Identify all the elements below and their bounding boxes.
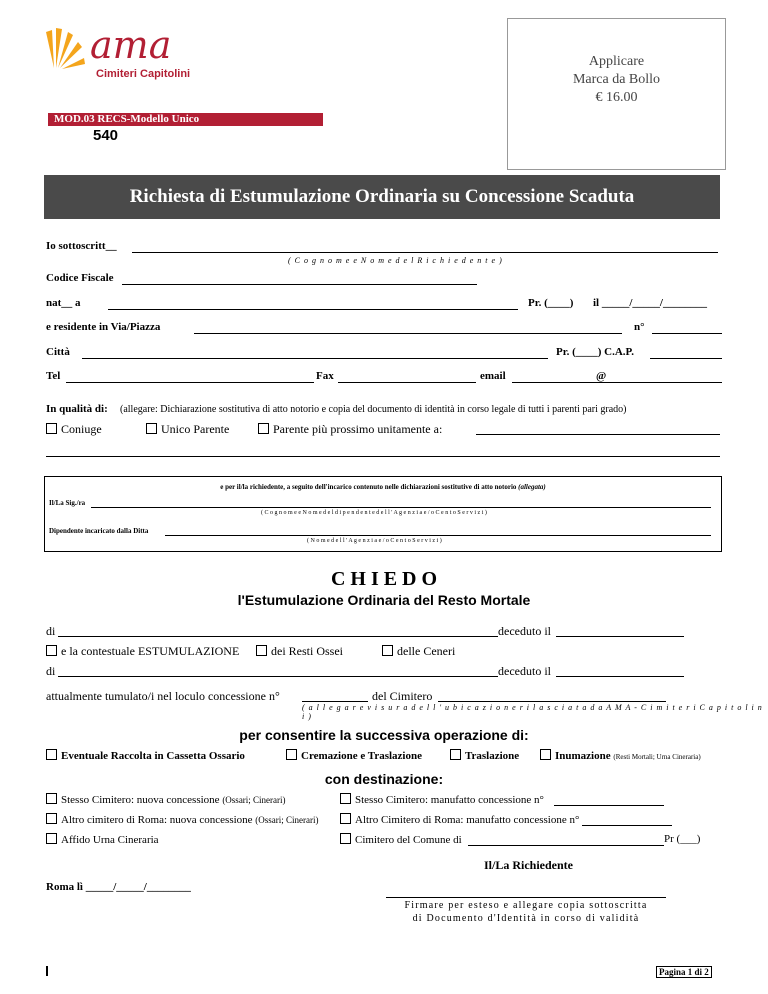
citta-pr-cap: Pr. (____) C.A.P. bbox=[556, 346, 635, 358]
resto-di-field[interactable] bbox=[58, 636, 498, 637]
stamp-box bbox=[507, 18, 726, 170]
page-number: Pagina 1 di 2 bbox=[656, 966, 712, 978]
dest-altro-manufatto-field[interactable] bbox=[582, 825, 672, 826]
checkbox-icon bbox=[46, 793, 57, 804]
checkbox-icon bbox=[46, 833, 57, 844]
cimitero-label: del Cimitero bbox=[372, 689, 433, 703]
option-raccolta[interactable]: Eventuale Raccolta in Cassetta Ossario bbox=[46, 749, 245, 762]
sun-rays-icon bbox=[42, 28, 86, 72]
roma-date: Roma lì _____/_____/________ bbox=[46, 881, 191, 893]
ama-logo bbox=[42, 24, 202, 94]
agency-dip-field[interactable] bbox=[165, 535, 711, 536]
checkbox-icon bbox=[256, 645, 267, 656]
agency-dip-label: Dipendente incaricato dalla Ditta bbox=[49, 527, 149, 535]
firma-note-2: di Documento d'Identità in corso di validità bbox=[412, 913, 640, 924]
tel-label: Tel bbox=[46, 370, 61, 382]
nato-field[interactable] bbox=[108, 309, 518, 310]
checkbox-icon bbox=[258, 423, 269, 434]
parente-field[interactable] bbox=[476, 434, 720, 435]
dest-stesso-manufatto[interactable]: Stesso Cimitero: manufatto concessione n° bbox=[340, 793, 544, 806]
checkbox-icon bbox=[540, 749, 551, 760]
page-margin-mark bbox=[46, 966, 48, 976]
checkbox-icon bbox=[46, 813, 57, 824]
option-coniuge[interactable]: Coniuge bbox=[46, 422, 102, 437]
checkbox-icon bbox=[46, 423, 57, 434]
option-ceneri[interactable]: delle Ceneri bbox=[382, 644, 455, 659]
checkbox-icon bbox=[340, 813, 351, 824]
agency-sig-field[interactable] bbox=[91, 507, 711, 508]
nato-label: nat__ a bbox=[46, 297, 81, 309]
dest-comune-pr: Pr (___) bbox=[664, 833, 701, 845]
agency-sig-hint: ( C o g n o m e e N o m e d e l d i p e n d e n t e d e l l ' A g e n z i a e / o C e n t o S e r v i z i ) bbox=[261, 510, 487, 516]
tumulato-hint: ( a l l e g a r e v i s u r a d e l l ' u b i c a z i o n e r i l a s c i a t a d a A M A - C i m i t e r i C a p i t o l i n i ) bbox=[302, 703, 763, 721]
citta-label: Città bbox=[46, 346, 70, 358]
option-unico-parente[interactable]: Unico Parente bbox=[146, 422, 229, 437]
stamp-line-2: Marca da Bollo bbox=[572, 72, 661, 87]
stamp-line-3: € 16.00 bbox=[595, 90, 638, 105]
cimitero-field[interactable] bbox=[438, 701, 666, 702]
dest-comune[interactable]: Cimitero del Comune di bbox=[340, 833, 462, 846]
resto-di-label: di bbox=[46, 624, 56, 638]
checkbox-icon bbox=[46, 749, 57, 760]
tel-field[interactable] bbox=[66, 382, 314, 383]
agency-dip-hint: ( N o m e d e l l ' A g e n z i a e / o C e n t o S e r v i z i ) bbox=[307, 538, 442, 544]
destinazione-title: con destinazione: bbox=[324, 771, 444, 787]
residente-label: e residente in Via/Piazza bbox=[46, 321, 161, 333]
codice-fiscale-field[interactable] bbox=[122, 284, 477, 285]
fax-label: Fax bbox=[316, 370, 334, 382]
qualita-label: In qualità di: bbox=[46, 403, 108, 415]
resto-di-field-2[interactable] bbox=[58, 676, 498, 677]
numero-label: n° bbox=[634, 321, 645, 333]
dest-altro-nuova[interactable]: Altro cimitero di Roma: nuova concessione (Ossari; Cinerari) bbox=[46, 813, 319, 826]
dest-affido[interactable]: Affido Urna Cineraria bbox=[46, 833, 159, 846]
qualita-note: (allegare: Dichiarazione sostitutiva di atto notorio e copia del documento di identità in corso legale di tutti i parenti pari grado) bbox=[120, 404, 627, 415]
option-traslazione[interactable]: Traslazione bbox=[450, 749, 519, 762]
brand-subtitle: Cimiteri Capitolini bbox=[96, 68, 191, 80]
dest-stesso-manufatto-field[interactable] bbox=[554, 805, 664, 806]
parente-field-2[interactable] bbox=[46, 456, 720, 457]
option-resti-ossei[interactable]: dei Resti Ossei bbox=[256, 644, 343, 659]
residente-field[interactable] bbox=[194, 333, 622, 334]
fax-field[interactable] bbox=[338, 382, 476, 383]
form-code: MOD.03 RECS-Modello Unico bbox=[48, 113, 323, 126]
checkbox-icon bbox=[46, 645, 57, 656]
signature-field[interactable] bbox=[386, 897, 666, 898]
firma-note-1: Firmare per esteso e allegare copia sottoscritta bbox=[404, 900, 648, 911]
resto-deceduto-label-2: deceduto il bbox=[498, 664, 551, 678]
email-field[interactable] bbox=[512, 382, 722, 383]
email-at: @ bbox=[596, 370, 607, 382]
agency-intro: e per il/la richiedente, a seguito dell'incarico contenuto nelle dichiarazioni sostitutive di atto notorio (allegata) bbox=[220, 483, 546, 491]
agency-sig-label: Il/La Sig./ra bbox=[49, 499, 86, 507]
citta-field[interactable] bbox=[82, 358, 548, 359]
sottoscritto-label: Io sottoscritt__ bbox=[46, 240, 117, 252]
resto-deceduto-field-2[interactable] bbox=[556, 676, 684, 677]
agency-box bbox=[44, 476, 722, 552]
sottoscritto-hint: ( C o g n o m e e N o m e d e l R i c h i e d e n t e ) bbox=[288, 256, 503, 265]
checkbox-icon bbox=[450, 749, 461, 760]
checkbox-icon bbox=[286, 749, 297, 760]
form-number: 540 bbox=[93, 127, 119, 144]
chiedo-subtitle: l'Estumulazione Ordinaria del Resto Mortale bbox=[237, 592, 531, 608]
dest-comune-field[interactable] bbox=[468, 845, 664, 846]
resto-deceduto-field[interactable] bbox=[556, 636, 684, 637]
chiedo-title: C H I E D O bbox=[330, 568, 438, 590]
page-title: Richiesta di Estumulazione Ordinaria su Concessione Scaduta bbox=[44, 175, 720, 219]
operazione-title: per consentire la successiva operazione di: bbox=[239, 727, 529, 743]
numero-field[interactable] bbox=[652, 333, 722, 334]
option-estumulazione[interactable]: e la contestuale ESTUMULAZIONE bbox=[46, 644, 239, 659]
option-inumazione[interactable]: Inumazione (Resti Mortali; Urna Cineraria) bbox=[540, 749, 701, 762]
option-parente-prossimo[interactable]: Parente più prossimo unitamente a: bbox=[258, 422, 442, 437]
brand-name: ama bbox=[90, 23, 172, 67]
nato-pr: Pr. (____) bbox=[528, 297, 574, 309]
checkbox-icon bbox=[340, 833, 351, 844]
dest-stesso-nuova[interactable]: Stesso Cimitero: nuova concessione (Ossari; Cinerari) bbox=[46, 793, 286, 806]
nato-date: il _____/_____/________ bbox=[593, 297, 707, 309]
concessione-field[interactable] bbox=[302, 701, 368, 702]
checkbox-icon bbox=[340, 793, 351, 804]
option-cremazione[interactable]: Cremazione e Traslazione bbox=[286, 749, 422, 762]
checkbox-icon bbox=[382, 645, 393, 656]
checkbox-icon bbox=[146, 423, 157, 434]
codice-fiscale-label: Codice Fiscale bbox=[46, 272, 114, 284]
resto-deceduto-label: deceduto il bbox=[498, 624, 551, 638]
tumulato-label: attualmente tumulato/i nel loculo concessione n° bbox=[46, 689, 280, 703]
richiedente-label: Il/La Richiedente bbox=[484, 858, 573, 872]
stamp-line-1: Applicare bbox=[588, 54, 645, 69]
resto-di-label-2: di bbox=[46, 664, 56, 678]
email-label: email bbox=[480, 370, 506, 382]
cap-field[interactable] bbox=[650, 358, 722, 359]
sottoscritto-field[interactable] bbox=[132, 252, 718, 253]
dest-altro-manufatto[interactable]: Altro Cimitero di Roma: manufatto concessione n° bbox=[340, 813, 579, 826]
